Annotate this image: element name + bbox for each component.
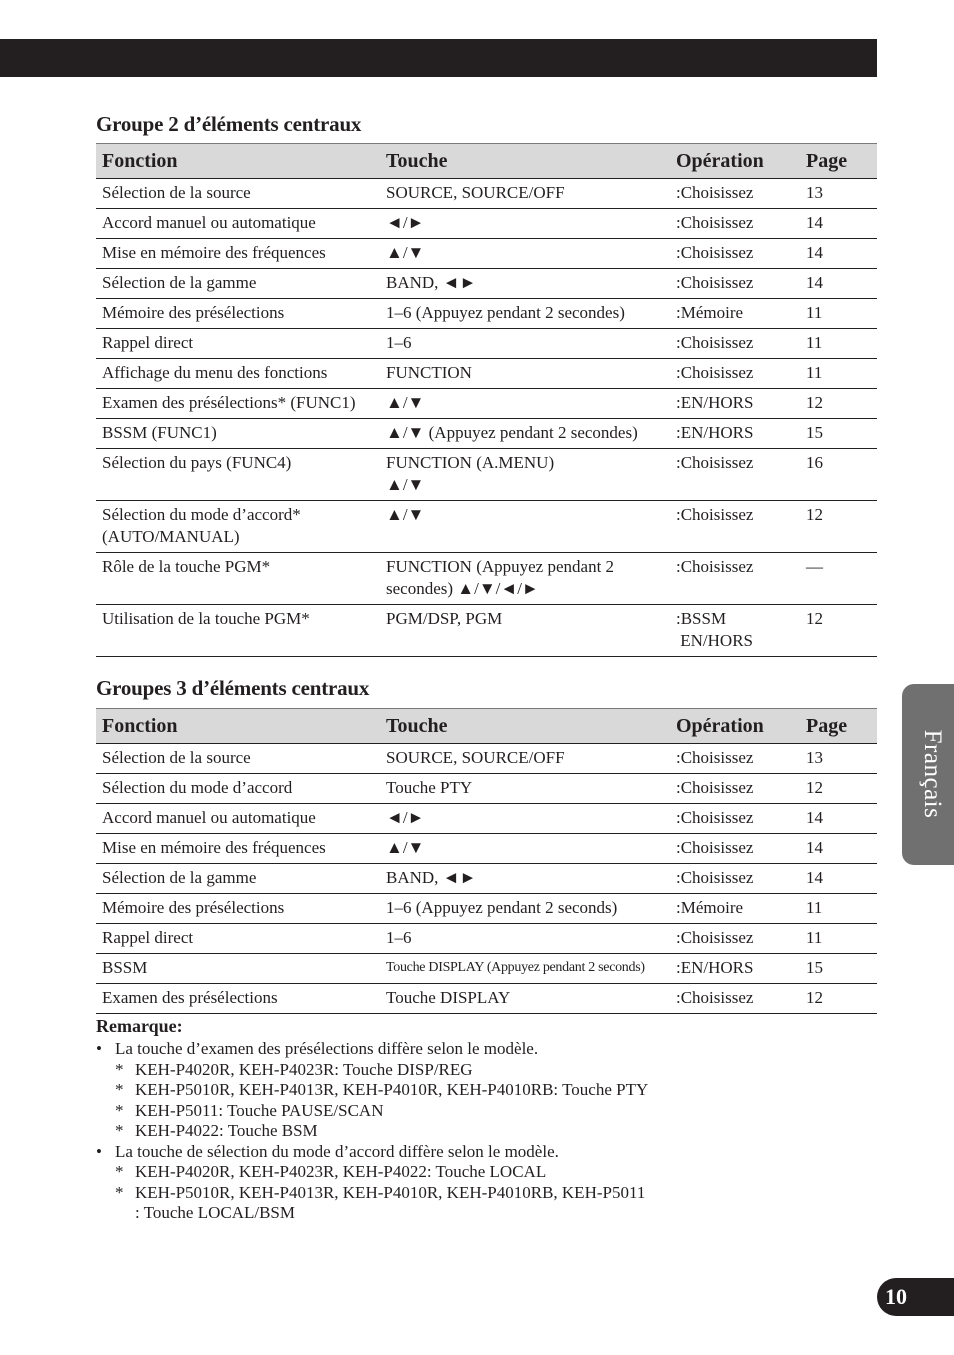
operation-line: EN/HORS: [676, 631, 753, 650]
asterisk-marker: *: [115, 1182, 124, 1202]
page-cell: 12: [800, 501, 877, 553]
group2-table: [96, 143, 877, 657]
touche-cell: ▲/▼: [380, 389, 670, 419]
remark-sub-item: [96, 1101, 856, 1122]
operation-cell: :Mémoire: [670, 299, 800, 329]
column-header-page: Page: [800, 144, 877, 179]
column-header-touche: Touche: [380, 709, 670, 744]
header-bar: [0, 39, 877, 77]
asterisk-marker: *: [115, 1162, 124, 1181]
touche-cell: Touche PTY: [380, 774, 670, 804]
operation-cell: :Choisissez: [670, 449, 800, 501]
bullet-marker: •: [96, 1039, 102, 1058]
touche-cell: Touche DISPLAY (Appuyez pendant 2 seconds): [380, 954, 670, 984]
table-row: [96, 359, 877, 389]
touche-cell: 1–6 (Appuyez pendant 2 secondes): [380, 299, 670, 329]
remark-text: La touche de sélection du mode d’accord diffère selon le modèle.: [115, 1141, 559, 1161]
table-header-row: [96, 144, 877, 179]
table-row: [96, 419, 877, 449]
page-cell: 11: [800, 359, 877, 389]
fonction-cell: Utilisation de la touche PGM*: [96, 605, 380, 657]
touche-cell: Touche DISPLAY: [380, 984, 670, 1014]
fonction-cell: Mise en mémoire des fréquences: [96, 834, 380, 864]
fonction-cell: Rôle de la touche PGM*: [96, 553, 380, 605]
remark-sub-item: [96, 1080, 856, 1101]
touche-cell: [380, 553, 670, 605]
remark-title: Remarque:: [96, 1016, 183, 1036]
table-row: [96, 553, 877, 605]
fonction-cell: Sélection de la source: [96, 744, 380, 774]
table-row: [96, 269, 877, 299]
page-cell: 13: [800, 744, 877, 774]
operation-cell: :Choisissez: [670, 359, 800, 389]
table-row: [96, 924, 877, 954]
page-cell: 11: [800, 299, 877, 329]
operation-cell: [670, 605, 800, 657]
operation-cell: :EN/HORS: [670, 419, 800, 449]
fonction-cell: Examen des présélections* (FUNC1): [96, 389, 380, 419]
table-row: [96, 449, 877, 501]
fonction-cell: Sélection de la gamme: [96, 864, 380, 894]
page-cell: 12: [800, 984, 877, 1014]
fonction-cell: BSSM (FUNC1): [96, 419, 380, 449]
table-row: [96, 834, 877, 864]
fonction-cell: Examen des présélections: [96, 984, 380, 1014]
fonction-cell: Rappel direct: [96, 924, 380, 954]
remark-sub-item: [96, 1162, 856, 1183]
page-cell: 11: [800, 329, 877, 359]
fonction-cell: Sélection du mode d’accord: [96, 774, 380, 804]
page-cell: 16: [800, 449, 877, 501]
operation-cell: :Choisissez: [670, 329, 800, 359]
bullet-marker: •: [96, 1141, 102, 1161]
operation-cell: :Choisissez: [670, 804, 800, 834]
operation-cell: :Choisissez: [670, 239, 800, 269]
touche-cell: ◄/►: [380, 804, 670, 834]
language-tab-label: Français: [919, 729, 946, 819]
touche-cell: FUNCTION: [380, 359, 670, 389]
touche-cell: ◄/►: [380, 209, 670, 239]
page-cell: 15: [800, 954, 877, 984]
touche-line: secondes) ▲/▼/◄/►: [386, 579, 539, 598]
page-cell: 12: [800, 605, 877, 657]
touche-cell: 1–6 (Appuyez pendant 2 seconds): [380, 894, 670, 924]
table-row: [96, 179, 877, 209]
remark-notes: [96, 1039, 856, 1224]
remark-sub-text: KEH-P5010R, KEH-P4013R, KEH-P4010R, KEH-P4010RB: Touche PTY: [135, 1080, 649, 1099]
page-cell: 14: [800, 804, 877, 834]
touche-cell: ▲/▼ (Appuyez pendant 2 secondes): [380, 419, 670, 449]
fonction-cell: [96, 501, 380, 553]
page-cell: —: [800, 553, 877, 605]
touche-cell: 1–6: [380, 924, 670, 954]
table-row: [96, 239, 877, 269]
table-row: [96, 984, 877, 1014]
touche-line: ▲/▼: [386, 475, 425, 494]
table-row: [96, 605, 877, 657]
page-cell: 14: [800, 269, 877, 299]
operation-line: :BSSM: [676, 609, 727, 628]
operation-cell: :Choisissez: [670, 924, 800, 954]
operation-cell: :Choisissez: [670, 864, 800, 894]
fonction-cell: Mise en mémoire des fréquences: [96, 239, 380, 269]
fonction-cell: Mémoire des présélections: [96, 299, 380, 329]
fonction-cell: Sélection de la gamme: [96, 269, 380, 299]
remark-sub-item: [96, 1183, 856, 1204]
column-header-touche: Touche: [380, 144, 670, 179]
operation-cell: :Choisissez: [670, 209, 800, 239]
asterisk-marker: *: [115, 1059, 124, 1079]
column-header-operation: Opération: [670, 144, 800, 179]
page-cell: 14: [800, 834, 877, 864]
page-cell: 14: [800, 864, 877, 894]
touche-cell: [380, 449, 670, 501]
group2-title: Groupe 2 d’éléments centraux: [96, 112, 362, 136]
operation-cell: :Choisissez: [670, 269, 800, 299]
table-row: [96, 209, 877, 239]
touche-cell: ▲/▼: [380, 239, 670, 269]
table-row: [96, 389, 877, 419]
fonction-cell: Rappel direct: [96, 329, 380, 359]
remark-text: La touche d’examen des présélections diffère selon le modèle.: [115, 1039, 539, 1058]
remark-sub-text: KEH-P5011: Touche PAUSE/SCAN: [135, 1100, 384, 1120]
touche-cell: ▲/▼: [380, 501, 670, 553]
touche-line: FUNCTION (A.MENU): [386, 453, 555, 472]
touche-cell: ▲/▼: [380, 834, 670, 864]
operation-cell: :Choisissez: [670, 553, 800, 605]
column-header-fonction: Fonction: [96, 144, 380, 179]
fonction-cell: Accord manuel ou automatique: [96, 804, 380, 834]
remark-sub-text: KEH-P4022: Touche BSM: [135, 1121, 318, 1140]
fonction-cell: Accord manuel ou automatique: [96, 209, 380, 239]
touche-cell: BAND, ◄►: [380, 864, 670, 894]
page-cell: 13: [800, 179, 877, 209]
touche-cell: 1–6: [380, 329, 670, 359]
page-cell: 14: [800, 209, 877, 239]
remark-continuation: : Touche LOCAL/BSM: [135, 1203, 295, 1222]
asterisk-marker: *: [115, 1121, 124, 1140]
table-row: [96, 954, 877, 984]
remark-bullet: [96, 1039, 856, 1060]
touche-line: FUNCTION (Appuyez pendant 2: [386, 557, 615, 576]
operation-cell: :Choisissez: [670, 834, 800, 864]
remark-sub-text: KEH-P5010R, KEH-P4013R, KEH-P4010R, KEH-P4010RB, KEH-P5011: [135, 1182, 646, 1202]
table-row: [96, 864, 877, 894]
remark-sub-item: [96, 1060, 856, 1081]
table-row: [96, 299, 877, 329]
operation-cell: :Mémoire: [670, 894, 800, 924]
fonction-cell: Sélection du pays (FUNC4): [96, 449, 380, 501]
remark-bullet: [96, 1142, 856, 1163]
remark-sub-text: KEH-P4020R, KEH-P4023R, KEH-P4022: Touche LOCAL: [135, 1162, 547, 1181]
page-cell: 15: [800, 419, 877, 449]
remark-sub-item: [96, 1121, 856, 1142]
table-row: [96, 804, 877, 834]
fonction-line: (AUTO/MANUAL): [102, 527, 240, 546]
operation-cell: :EN/HORS: [670, 954, 800, 984]
touche-cell: SOURCE, SOURCE/OFF: [380, 744, 670, 774]
column-header-page: Page: [800, 709, 877, 744]
asterisk-marker: *: [115, 1080, 124, 1099]
table-row: [96, 894, 877, 924]
operation-cell: :Choisissez: [670, 179, 800, 209]
page-cell: 11: [800, 924, 877, 954]
operation-cell: :Choisissez: [670, 744, 800, 774]
table-header-row: [96, 709, 877, 744]
page-cell: 11: [800, 894, 877, 924]
remark-sub-text: KEH-P4020R, KEH-P4023R: Touche DISP/REG: [135, 1059, 473, 1079]
page-cell: 12: [800, 389, 877, 419]
page-cell: 14: [800, 239, 877, 269]
touche-cell: PGM/DSP, PGM: [380, 605, 670, 657]
operation-cell: :Choisissez: [670, 774, 800, 804]
touche-cell: SOURCE, SOURCE/OFF: [380, 179, 670, 209]
operation-cell: :EN/HORS: [670, 389, 800, 419]
column-header-fonction: Fonction: [96, 709, 380, 744]
table-row: [96, 774, 877, 804]
table-row: [96, 744, 877, 774]
table-row: [96, 329, 877, 359]
group3-table: [96, 708, 877, 1014]
fonction-cell: Mémoire des présélections: [96, 894, 380, 924]
fonction-line: Sélection du mode d’accord*: [102, 505, 301, 524]
table-row: [96, 501, 877, 553]
page-cell: 12: [800, 774, 877, 804]
fonction-cell: BSSM: [96, 954, 380, 984]
group3-title: Groupes 3 d’éléments centraux: [96, 676, 370, 700]
fonction-cell: Affichage du menu des fonctions: [96, 359, 380, 389]
asterisk-marker: *: [115, 1100, 124, 1120]
touche-cell: BAND, ◄►: [380, 269, 670, 299]
operation-cell: :Choisissez: [670, 984, 800, 1014]
page-number: 10: [877, 1278, 954, 1316]
column-header-operation: Opération: [670, 709, 800, 744]
operation-cell: :Choisissez: [670, 501, 800, 553]
fonction-cell: Sélection de la source: [96, 179, 380, 209]
